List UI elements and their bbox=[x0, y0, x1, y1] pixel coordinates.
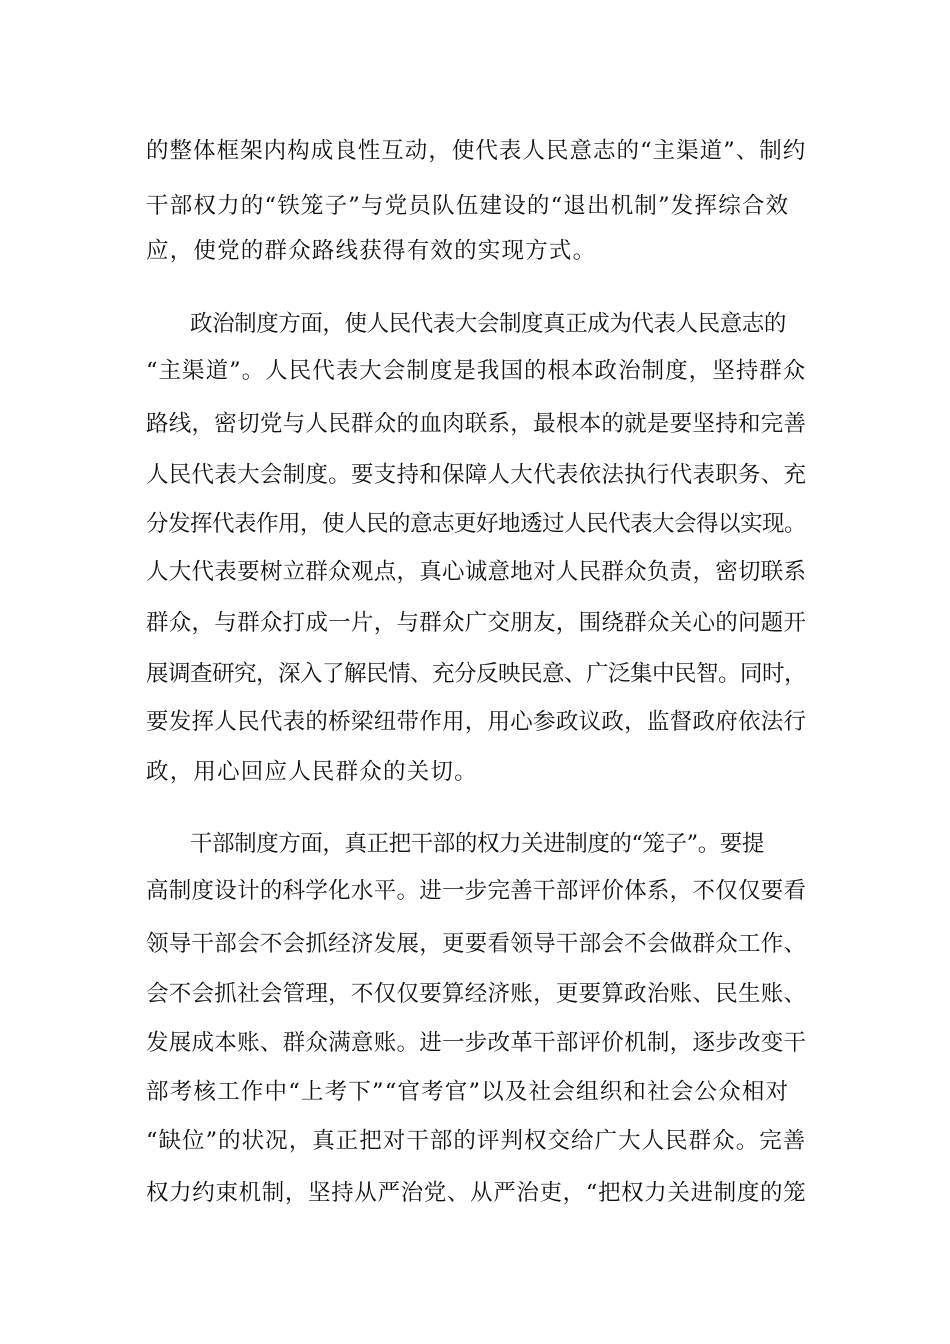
text-line: 部考核工作中“上考下”“官考官”以及社会组织和社会公众相对 bbox=[146, 1079, 790, 1105]
text-line: 政治制度方面，使人民代表大会制度真正成为代表人民意志的 bbox=[190, 311, 786, 337]
text-line: 人大代表要树立群众观点，真心诚意地对人民群众负责，密切联系 bbox=[146, 559, 807, 585]
text-line: 领导干部会不会抓经济发展，更要看领导干部会不会做群众工作、 bbox=[146, 931, 807, 957]
text-line: 发展成本账、群众满意账。进一步改革干部评价机制，逐步改变干 bbox=[146, 1030, 807, 1056]
text-line: “主渠道”。人民代表大会制度是我国的根本政治制度，坚持群众 bbox=[146, 358, 807, 384]
text-line: “缺位”的状况，真正把对干部的评判权交给广大人民群众。完善 bbox=[146, 1128, 807, 1154]
text-line: 政，用心回应人民群众的关切。 bbox=[146, 759, 478, 785]
text-line: 展调查研究，深入了解民情、充分反映民意、广泛集中民智。同时， bbox=[146, 661, 807, 687]
text-line: 人民代表大会制度。要支持和保障人大代表依法执行代表职务、充 bbox=[146, 462, 807, 488]
text-line: 会不会抓社会管理，不仅仅要算经济账，更要算政治账、民生账、 bbox=[146, 981, 807, 1007]
text-line: 群众，与群众打成一片，与群众广交朋友，围绕群众关心的问题开 bbox=[146, 610, 807, 636]
text-line: 权力约束机制，坚持从严治党、从严治吏，“把权力关进制度的笼 bbox=[146, 1180, 807, 1206]
text-line: 的整体框架内构成良性互动，使代表人民意志的“主渠道”、制约 bbox=[146, 138, 807, 164]
text-line: 要发挥人民代表的桥梁纽带作用，用心参政议政，监督政府依法行 bbox=[146, 709, 807, 735]
text-line: 分发挥代表作用，使人民的意志更好地透过人民代表大会得以实现。 bbox=[146, 511, 807, 537]
text-line: 干部权力的“铁笼子”与党员队伍建设的“退出机制”发挥综合效 bbox=[146, 193, 790, 219]
text-line: 应，使党的群众路线获得有效的实现方式。 bbox=[146, 238, 597, 264]
text-line: 干部制度方面，真正把干部的权力关进制度的“笼子”。要提 bbox=[190, 831, 764, 857]
text-line: 高制度设计的科学化水平。进一步完善干部评价体系，不仅仅要看 bbox=[146, 878, 807, 904]
text-line: 路线，密切党与人民群众的血肉联系，最根本的就是要坚持和完善 bbox=[146, 411, 807, 437]
